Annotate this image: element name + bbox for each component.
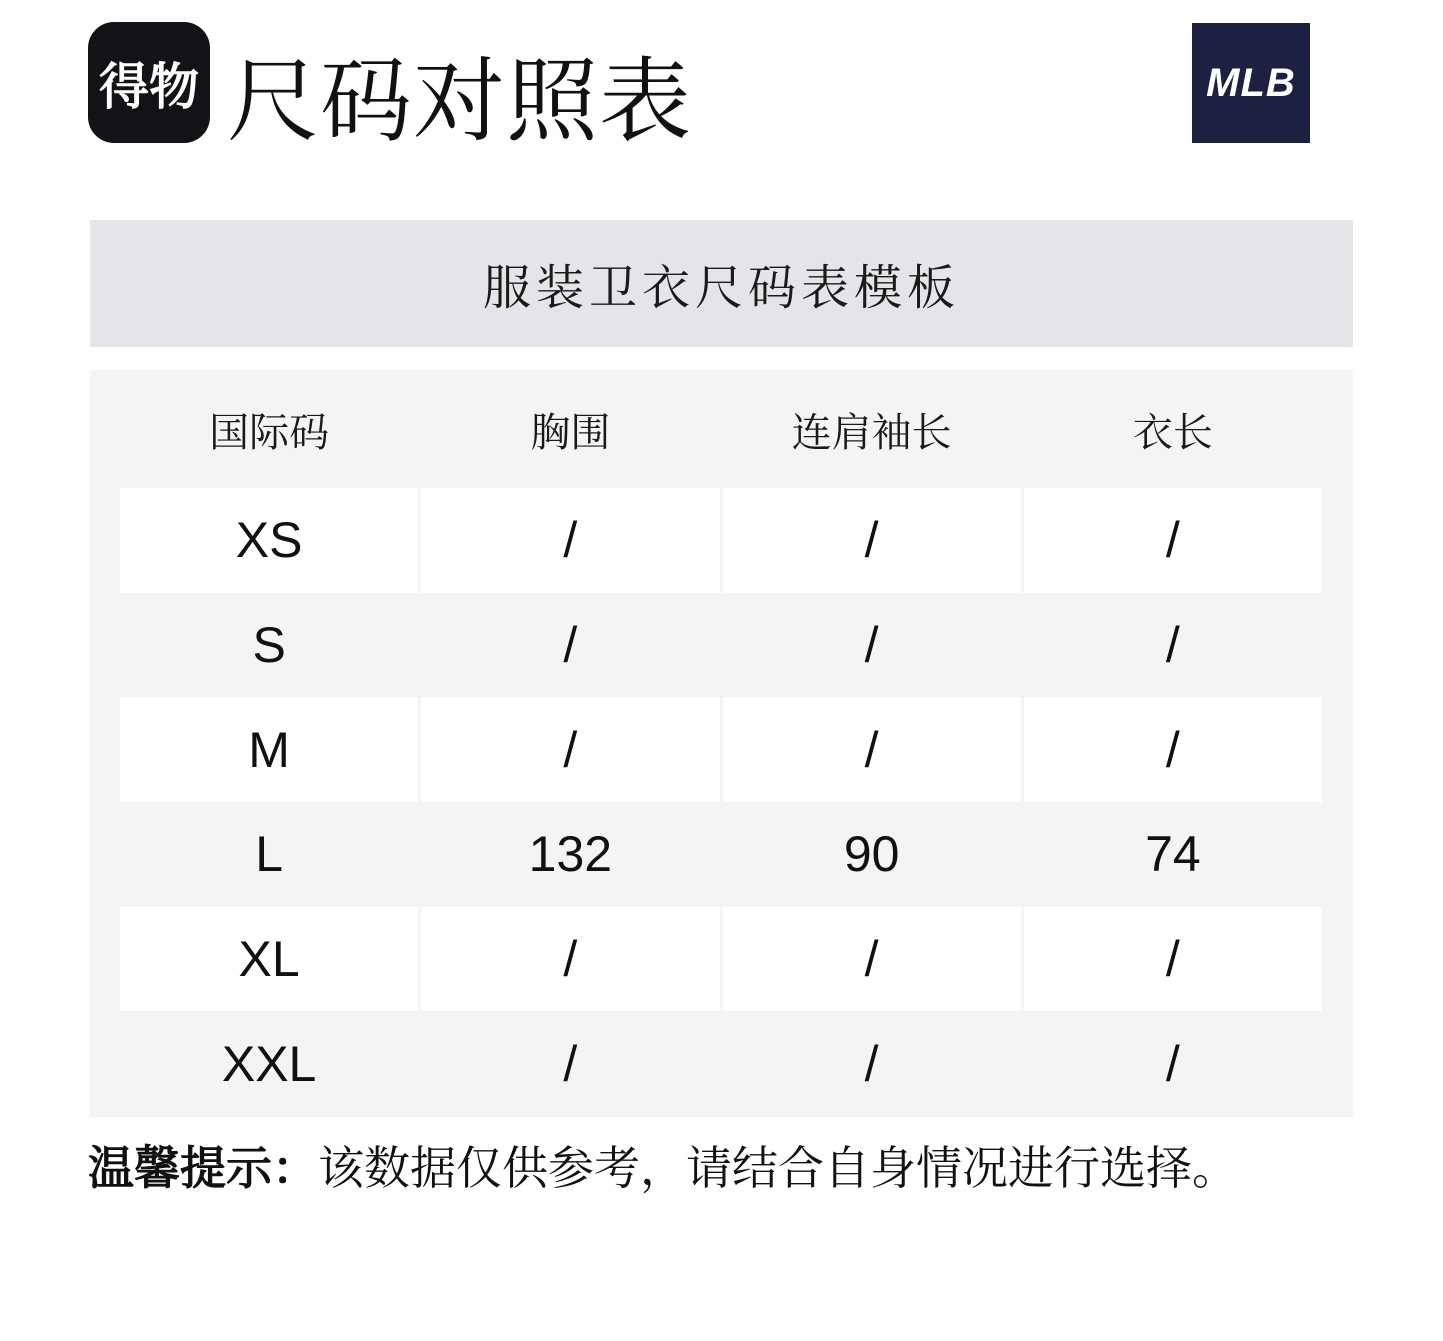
value-cell: / <box>1024 488 1322 593</box>
table-row <box>120 907 1322 1012</box>
value-cell: / <box>864 617 879 673</box>
value-cell: 74 <box>1145 826 1201 883</box>
size-cell: M <box>120 697 418 802</box>
mlb-brand-text: MLB <box>1206 60 1296 105</box>
column-header-length: 衣长 <box>1132 410 1213 455</box>
value-cell: / <box>421 488 719 593</box>
value-cell: / <box>723 907 1021 1012</box>
size-cell: XS <box>120 488 418 593</box>
column-header-chest: 胸围 <box>530 410 611 455</box>
size-table <box>90 370 1353 1117</box>
value-cell: / <box>563 1035 578 1092</box>
table-row <box>120 697 1322 802</box>
dewu-logo <box>88 22 210 143</box>
table-row <box>120 488 1322 593</box>
table-row <box>120 593 1322 698</box>
column-header-sleeve: 连肩袖长 <box>791 410 952 455</box>
footer-note-text: 该数据仅供参考，请结合自身情况进行选择。 <box>318 1142 1238 1194</box>
mlb-brand-logo <box>1192 23 1310 143</box>
column-header-intl-size: 国际码 <box>209 410 330 455</box>
value-cell: / <box>563 617 578 673</box>
table-banner-text: 服装卫衣尺码表模板 <box>482 262 960 315</box>
value-cell: / <box>1165 617 1180 673</box>
value-cell: / <box>723 488 1021 593</box>
page-title: 尺码对照表 <box>227 51 693 153</box>
value-cell: 132 <box>528 826 613 883</box>
size-cell: XL <box>120 907 418 1012</box>
size-cell: S <box>252 617 286 673</box>
value-cell: 90 <box>843 826 900 883</box>
value-cell: / <box>421 697 719 802</box>
footer-note-label: 温馨提示： <box>88 1142 318 1194</box>
value-cell: / <box>864 1035 879 1092</box>
table-row <box>120 1011 1322 1116</box>
table-body <box>120 488 1322 1117</box>
value-cell: / <box>723 697 1021 802</box>
value-cell: / <box>1024 697 1322 802</box>
table-banner <box>90 220 1353 347</box>
table-row <box>120 802 1322 907</box>
dewu-logo-text: 得物 <box>99 58 199 115</box>
value-cell: / <box>1165 1035 1180 1092</box>
size-cell: L <box>255 826 284 883</box>
size-cell: XXL <box>221 1035 317 1092</box>
table-header-row <box>120 370 1322 488</box>
value-cell: / <box>1024 907 1322 1012</box>
value-cell: / <box>421 907 719 1012</box>
footer-note <box>88 1136 1238 1200</box>
